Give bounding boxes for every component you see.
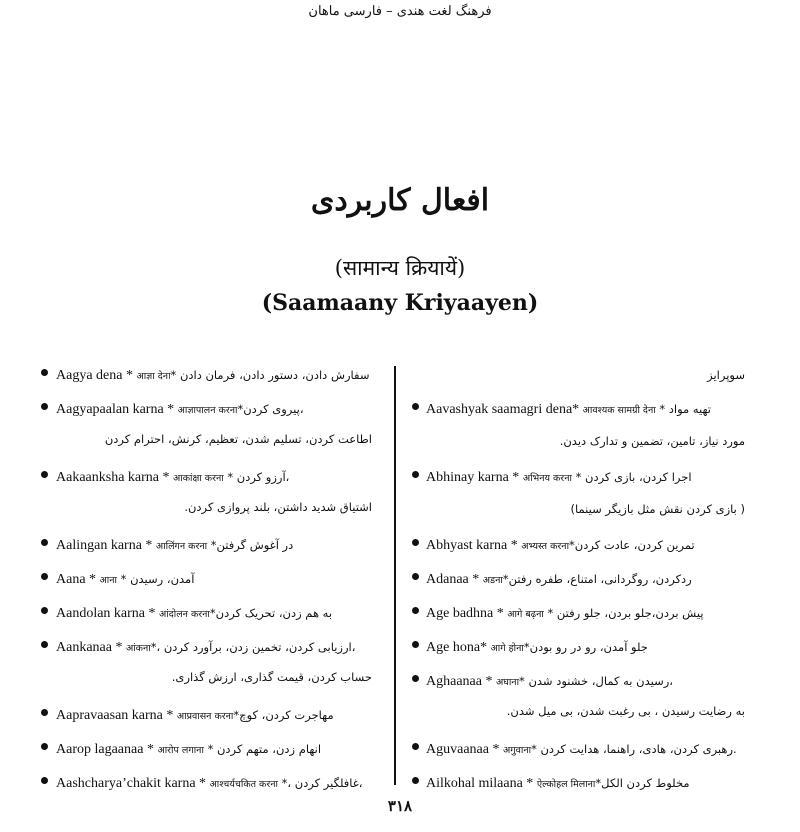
entry-transliteration: Aapravaasan karna * xyxy=(56,708,177,723)
entry-persian: * انهام زدن، متهم کردن xyxy=(203,742,322,756)
entry-persian: * رسیدن به کمال، خشنود شدن، xyxy=(519,674,674,688)
bullet-icon xyxy=(412,539,419,546)
entry-transliteration: Aana * xyxy=(56,572,100,587)
entry-persian: * اجرا کردن، بازی کردن xyxy=(571,470,692,484)
bullet-icon xyxy=(41,641,48,648)
entry-transliteration: Ailkohal milaana * xyxy=(426,776,537,791)
entry-persian: *تمرین کردن، عادت کردن xyxy=(569,538,695,552)
entry-continuation: اطاعت کردن، تسلیم شدن، تعظیم، کرنش، احترام کردن xyxy=(104,432,372,446)
entry-hindi: आश्चर्यचकित करना xyxy=(209,779,278,790)
page-subtitle-english: (Saamaany Kriyaayen) xyxy=(261,290,539,316)
entry-persian: *پیروی کردن، xyxy=(237,402,304,416)
page-number: ۳۱۸ xyxy=(387,797,413,815)
entry-transliteration: Abhinay karna * xyxy=(426,470,523,485)
bullet-icon xyxy=(41,471,48,478)
entry-transliteration: Aandolan karna * xyxy=(56,606,160,621)
entry-persian: *به هم زدن، تحریک کردن xyxy=(209,606,333,620)
page-subtitle-hindi: (सामान्य क्रियायें) xyxy=(334,256,466,280)
entry-hindi: आंकना xyxy=(125,643,151,654)
entry-hindi: आज्ञा देना xyxy=(136,371,171,382)
bullet-icon xyxy=(41,709,48,716)
page-title: افعال کاربردی xyxy=(310,183,490,218)
entry-hindi: आकांक्षा करना xyxy=(173,473,224,484)
entry-hindi: आलिंगन करना xyxy=(155,541,208,552)
bullet-icon xyxy=(41,403,48,410)
entry-persian: *جلو آمدن، رو در رو بودن xyxy=(523,640,648,654)
bullet-icon xyxy=(412,641,419,648)
entry-hindi: ऐल्कोहल मिलाना xyxy=(536,779,596,790)
column-divider xyxy=(394,366,396,785)
entry-continuation: حساب کردن، قیمت گذاری، ارزش گذاری. xyxy=(171,670,372,684)
entry-persian: *مهاجرت کردن، کوچ xyxy=(233,708,334,722)
entry-hindi: अगुवाना xyxy=(502,745,532,756)
entry-persian: * رهبری کردن، هادی، راهنما، هدایت کردن. xyxy=(531,742,737,756)
entry-transliteration: Abhyast karna * xyxy=(426,538,522,553)
entry-transliteration: Aavashyak saamagri dena* xyxy=(426,402,583,417)
entry-transliteration: Aghaanaa * xyxy=(426,674,496,689)
bullet-icon xyxy=(412,777,419,784)
entry-continuation: ( بازی کردن نقش مثل بازیگر سینما) xyxy=(570,502,745,516)
entry-persian: *، غافلگیر کردن، xyxy=(277,776,363,790)
running-header: فرهنگ لغت هندی – فارسی ماهان xyxy=(308,4,492,19)
entry-hindi: आवश्यक सामग्री देना xyxy=(582,405,656,416)
entry-transliteration: Aguvaanaa * xyxy=(426,742,503,757)
entry-hindi: आगे होना xyxy=(490,643,524,654)
entry-transliteration: Aarop lagaanaa * xyxy=(56,742,158,757)
entry-hindi: अभिनय करना xyxy=(522,473,572,484)
bullet-icon xyxy=(41,573,48,580)
entry-transliteration: Aakaanksha karna * xyxy=(56,470,174,485)
entry-persian: * تهیه مواد xyxy=(655,402,711,416)
entry-hindi: अडना xyxy=(482,575,503,586)
bullet-icon xyxy=(412,607,419,614)
entry-continuation: اشتیاق شدید داشتن، بلند پروازی کردن. xyxy=(184,500,372,514)
bullet-icon xyxy=(412,675,419,682)
entry-transliteration: Age badhna * xyxy=(426,606,508,621)
entry-transliteration: Adanaa * xyxy=(426,572,483,587)
entry-transliteration: Age hona* xyxy=(426,640,491,655)
entry-transliteration: Aankanaa * xyxy=(56,640,126,655)
entry-hindi: अघाना xyxy=(495,677,520,688)
entry-hindi: आज्ञापालन करना xyxy=(177,405,238,416)
bullet-icon xyxy=(41,743,48,750)
bullet-icon xyxy=(412,743,419,750)
bullet-icon xyxy=(412,471,419,478)
entry-hindi: आंदोलन करना xyxy=(159,609,210,620)
entry-hindi: अभ्यस्त करना xyxy=(521,541,570,552)
entry-persian: * پیش بردن،جلو بردن، جلو رفتن xyxy=(543,606,704,620)
entry-transliteration: Aashcharya’chakit karna * xyxy=(56,776,210,791)
entry-continuation: سوپرایز xyxy=(707,368,745,382)
entry-persian: * آمدن، رسیدن xyxy=(117,572,195,586)
entry-hindi: आरोप लगाना xyxy=(157,745,204,756)
bullet-icon xyxy=(41,369,48,376)
entry-persian: *در آغوش گرفتن xyxy=(207,538,294,552)
bullet-icon xyxy=(41,777,48,784)
entry-hindi: आगे बढ़ना xyxy=(507,609,544,620)
entry-persian: *، ارزیابی کردن، تخمین زدن، برآورد کردن، xyxy=(150,640,356,654)
bullet-icon xyxy=(412,403,419,410)
bullet-icon xyxy=(412,573,419,580)
bullet-icon xyxy=(41,607,48,614)
entry-hindi: आना xyxy=(99,575,117,586)
entry-persian: *مخلوط کردن الکل xyxy=(595,776,690,790)
entry-transliteration: Aagyapaalan karna * xyxy=(56,402,178,417)
entry-persian: * آرزو کردن، xyxy=(223,470,290,484)
entry-continuation: مورد نیاز، تامین، تضمین و تدارک دیدن. xyxy=(559,434,745,448)
bullet-icon xyxy=(41,539,48,546)
entry-persian: *ردکردن، روگردانی، امتناع، طفره رفتن xyxy=(502,572,692,586)
entry-hindi: आप्रवासन करना xyxy=(176,711,234,722)
entry-persian: * سفارش دادن، دستور دادن، فرمان دادن xyxy=(170,368,370,382)
entry-transliteration: Aagya dena * xyxy=(56,368,137,383)
entry-transliteration: Aalingan karna * xyxy=(56,538,156,553)
entry-continuation: به رضایت رسیدن ، بی رغبت شدن، بی میل شدن. xyxy=(506,704,745,718)
